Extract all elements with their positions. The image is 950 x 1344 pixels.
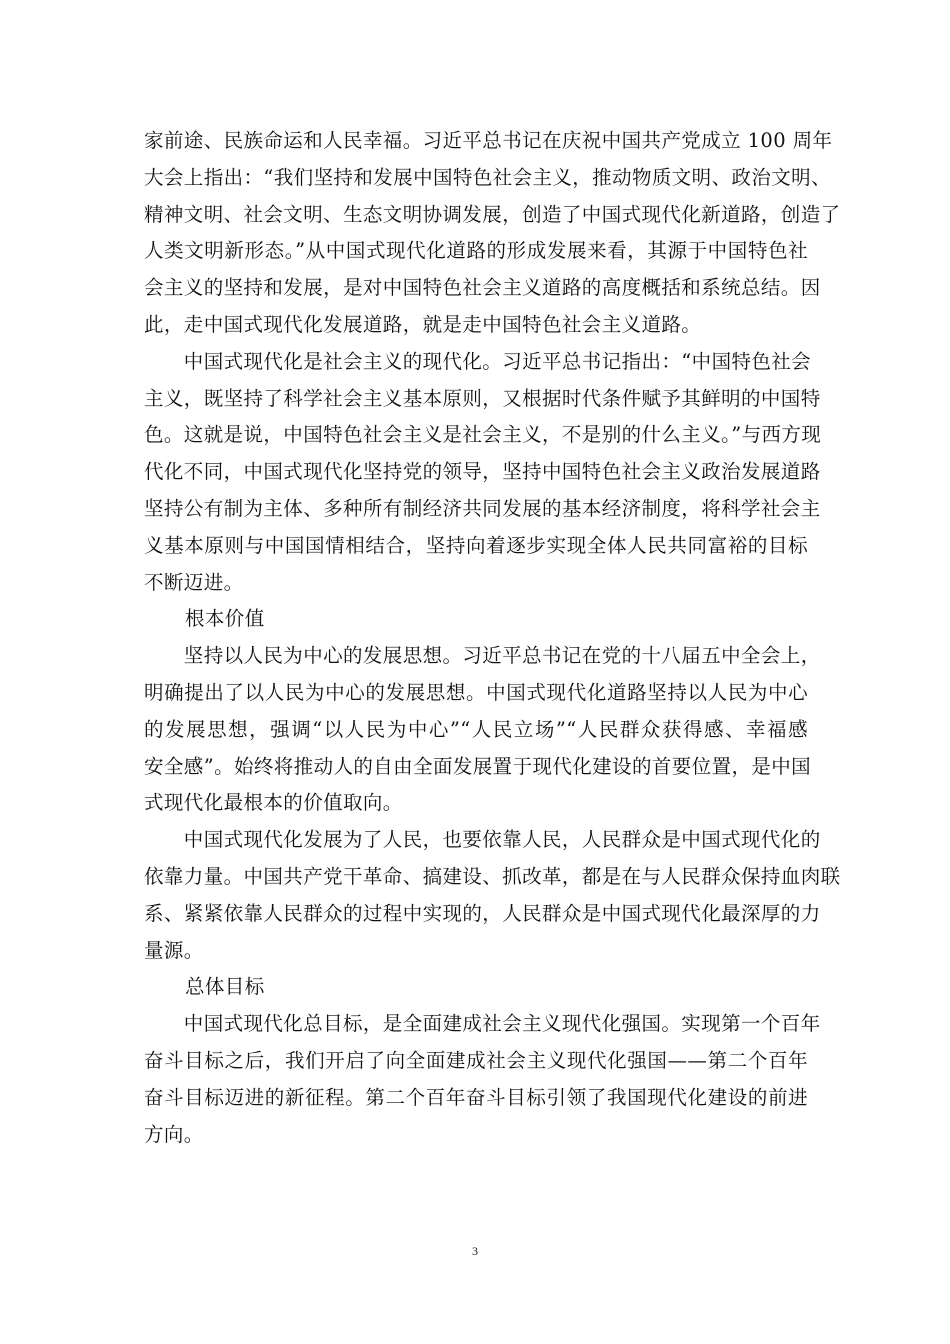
text-line: 量源。 [144, 938, 204, 962]
text-line: 会主义的坚持和发展，是对中国特色社会主义道路的高度概括和系统总结。因 [144, 276, 821, 300]
text-line: 家前途、民族命运和人民幸福。习近平总书记在庆祝中国共产党成立 100 周年 [144, 129, 833, 152]
section-heading-fundamental-value: 根本价值 [185, 607, 265, 631]
text-line: 坚持公有制为主体、多种所有制经济共同发展的基本经济制度，将科学社会主 [144, 496, 821, 520]
text-line: 代化不同，中国式现代化坚持党的领导，坚持中国特色社会主义政治发展道路 [144, 460, 821, 484]
text-line: 主义，既坚持了科学社会主义基本原则，又根据时代条件赋予其鲜明的中国特 [144, 386, 821, 410]
text-line: 色。这就是说，中国特色社会主义是社会主义，不是别的什么主义。”与西方现 [144, 423, 822, 447]
paragraph-overall-goal [144, 1006, 821, 1153]
paragraph-socialist-modernization [144, 344, 822, 602]
text-line: 人类文明新形态。”从中国式现代化道路的形成发展来看，其源于中国特色社 [144, 239, 808, 263]
text-line: 系、紧紧依靠人民群众的过程中实现的，人民群众是中国式现代化最深厚的力 [144, 901, 821, 925]
text-line: 安全感”。始终将推动人的自由全面发展置于现代化建设的首要位置，是中国 [144, 754, 812, 778]
text-line: 方向。 [144, 1122, 204, 1146]
section-heading-overall-goal: 总体目标 [185, 975, 265, 999]
text-line: 奋斗目标迈进的新征程。第二个百年奋斗目标引领了我国现代化建设的前进 [144, 1085, 808, 1109]
text-line: 此，走中国式现代化发展道路，就是走中国特色社会主义道路。 [144, 312, 702, 336]
text-line: 不断迈进。 [144, 570, 244, 594]
text-line: 依靠力量。中国共产党干革命、搞建设、抓改革，都是在与人民群众保持血肉联 [144, 864, 841, 888]
text-line: 义基本原则与中国国情相结合，坚持向着逐步实现全体人民共同富裕的目标 [144, 533, 808, 557]
text-line: 式现代化最根本的价值取向。 [144, 791, 403, 815]
text-line: 坚持以人民为中心的发展思想。习近平总书记在党的十八届五中全会上， [144, 644, 821, 668]
text-line: 中国式现代化总目标，是全面建成社会主义现代化强国。实现第一个百年 [144, 1012, 821, 1036]
document-body [144, 123, 841, 1153]
paragraph-continuation [144, 123, 841, 344]
text-line: 奋斗目标之后，我们开启了向全面建成社会主义现代化强国——第二个百年 [144, 1048, 808, 1072]
text-line: 中国式现代化是社会主义的现代化。习近平总书记指出：“中国特色社会 [144, 349, 812, 373]
text-line: 精神文明、社会文明、生态文明协调发展，创造了中国式现代化新道路，创造了 [144, 202, 841, 226]
text-line: 明确提出了以人民为中心的发展思想。中国式现代化道路坚持以人民为中心 [144, 680, 808, 704]
text-line: 中国式现代化发展为了人民，也要依靠人民，人民群众是中国式现代化的 [144, 828, 821, 852]
text-line: 的发展思想，强调“以人民为中心”“人民立场”“人民群众获得感、幸福感 [144, 717, 808, 741]
paragraph-rely-on-people [144, 822, 841, 969]
page-number: 3 [472, 1244, 478, 1258]
paragraph-people-centered [144, 638, 821, 822]
text-line: 大会上指出：“我们坚持和发展中国特色社会主义，推动物质文明、政治文明、 [144, 165, 831, 189]
